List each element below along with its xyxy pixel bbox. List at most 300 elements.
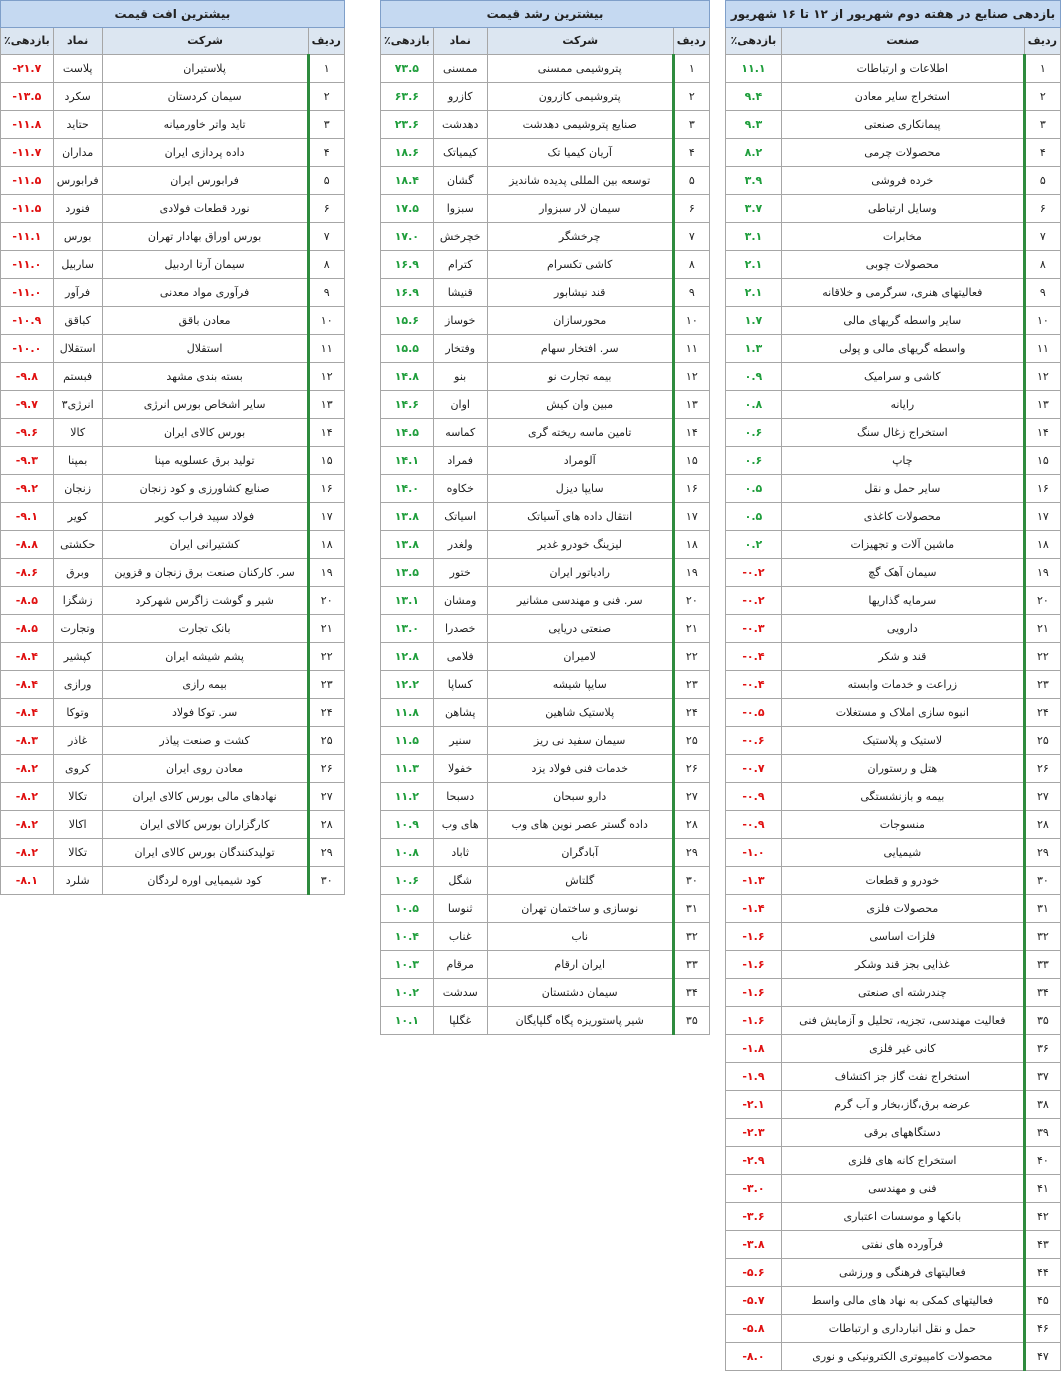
row-rank: ۵ xyxy=(308,167,344,195)
table-row xyxy=(726,587,1061,615)
table-row xyxy=(1,587,345,615)
row-industry: استخراج سایر معادن xyxy=(781,83,1024,111)
table-row xyxy=(1,783,345,811)
row-return: -۰.۴ xyxy=(726,671,782,699)
table-row xyxy=(726,1175,1061,1203)
row-return: -۱.۳ xyxy=(726,867,782,895)
row-industry: دستگاههای برقی xyxy=(781,1119,1024,1147)
row-rank: ۴۰ xyxy=(1024,1147,1060,1175)
table-row xyxy=(381,951,710,979)
row-return: ۱۴.۸ xyxy=(381,363,434,391)
row-rank: ۱۳ xyxy=(308,391,344,419)
row-symbol: تکالا xyxy=(53,783,102,811)
row-rank: ۱۵ xyxy=(308,447,344,475)
row-rank: ۲۳ xyxy=(673,671,709,699)
row-rank: ۲۰ xyxy=(1024,587,1060,615)
table-row xyxy=(726,1203,1061,1231)
table-row xyxy=(1,671,345,699)
col-return: بازدهی٪ xyxy=(1,28,54,55)
row-company: بسته بندی مشهد xyxy=(102,363,308,391)
row-rank: ۴ xyxy=(1024,139,1060,167)
row-symbol: کیمیاتک xyxy=(433,139,487,167)
row-industry: بیمه و بازنشستگی xyxy=(781,783,1024,811)
row-rank: ۸ xyxy=(673,251,709,279)
row-company: ناب xyxy=(487,923,673,951)
row-return: ۲.۱ xyxy=(726,279,782,307)
row-company: بانک تجارت xyxy=(102,615,308,643)
row-symbol: ثاباد xyxy=(433,839,487,867)
row-company: کاشی تکسرام xyxy=(487,251,673,279)
row-return: ۰.۵ xyxy=(726,475,782,503)
row-rank: ۱۴ xyxy=(1024,419,1060,447)
row-rank: ۱ xyxy=(308,55,344,83)
row-rank: ۱۰ xyxy=(308,307,344,335)
row-company: کود شیمیایی اوره لردگان xyxy=(102,867,308,895)
table-row xyxy=(726,1147,1061,1175)
row-symbol: خچرخش xyxy=(433,223,487,251)
row-return: ۲۳.۶ xyxy=(381,111,434,139)
table-row xyxy=(726,1231,1061,1259)
row-return: -۱۱.۵ xyxy=(1,195,54,223)
row-company: رادیاتور ایران xyxy=(487,559,673,587)
row-industry: هتل و رستوران xyxy=(781,755,1024,783)
row-rank: ۱۸ xyxy=(1024,531,1060,559)
row-industry: فلزات اساسی xyxy=(781,923,1024,951)
table-row xyxy=(726,1035,1061,1063)
row-company: صنایع پتروشیمی دهدشت xyxy=(487,111,673,139)
row-return: ۱۱.۱ xyxy=(726,55,782,83)
table-row xyxy=(381,1007,710,1035)
row-industry: رایانه xyxy=(781,391,1024,419)
table-row xyxy=(726,111,1061,139)
row-company: سیمان سفید نی ریز xyxy=(487,727,673,755)
table-row xyxy=(381,727,710,755)
row-symbol: سکرد xyxy=(53,83,102,111)
row-company: معادن روی ایران xyxy=(102,755,308,783)
row-industry: محصولات کاغذی xyxy=(781,503,1024,531)
row-return: ۱۸.۴ xyxy=(381,167,434,195)
row-industry: فرآورده های نفتی xyxy=(781,1231,1024,1259)
table-row xyxy=(1,195,345,223)
row-return: -۸.۲ xyxy=(1,755,54,783)
row-industry: قند و شکر xyxy=(781,643,1024,671)
row-rank: ۲۰ xyxy=(308,587,344,615)
row-symbol: وبرق xyxy=(53,559,102,587)
table-row xyxy=(381,391,710,419)
row-company: سر. افتخار سهام xyxy=(487,335,673,363)
row-return: -۸.۳ xyxy=(1,727,54,755)
table-row xyxy=(726,363,1061,391)
row-company: تولیدکنندگان بورس کالای ایران xyxy=(102,839,308,867)
row-symbol: زشگزا xyxy=(53,587,102,615)
row-rank: ۳ xyxy=(1024,111,1060,139)
row-rank: ۲۶ xyxy=(308,755,344,783)
row-rank: ۳۵ xyxy=(1024,1007,1060,1035)
row-company: کارگزاران بورس کالای ایران xyxy=(102,811,308,839)
table-row xyxy=(381,195,710,223)
table-row xyxy=(381,475,710,503)
row-return: ۱۲.۲ xyxy=(381,671,434,699)
row-return: ۱۰.۶ xyxy=(381,867,434,895)
row-rank: ۲۸ xyxy=(1024,811,1060,839)
row-rank: ۱۲ xyxy=(673,363,709,391)
row-company: نهادهای مالی بورس کالای ایران xyxy=(102,783,308,811)
row-return: ۱۱.۳ xyxy=(381,755,434,783)
row-rank: ۳۰ xyxy=(308,867,344,895)
row-industry: استخراج کانه های فلزی xyxy=(781,1147,1024,1175)
table-row xyxy=(1,867,345,895)
table-row xyxy=(1,251,345,279)
row-return: ۱۶.۹ xyxy=(381,279,434,307)
row-symbol: کترام xyxy=(433,251,487,279)
col-rank: ردیف xyxy=(1024,28,1060,55)
table-row xyxy=(381,335,710,363)
row-industry: استخراج زغال سنگ xyxy=(781,419,1024,447)
row-return: ۰.۸ xyxy=(726,391,782,419)
row-rank: ۴ xyxy=(308,139,344,167)
row-rank: ۳۱ xyxy=(673,895,709,923)
row-return: ۷۳.۵ xyxy=(381,55,434,83)
row-industry: سرمایه گذاریها xyxy=(781,587,1024,615)
row-return: -۱.۸ xyxy=(726,1035,782,1063)
row-return: -۱۱.۰ xyxy=(1,251,54,279)
row-rank: ۳۴ xyxy=(1024,979,1060,1007)
row-symbol: فمراد xyxy=(433,447,487,475)
row-rank: ۶ xyxy=(308,195,344,223)
row-return: ۱۷.۵ xyxy=(381,195,434,223)
table-row xyxy=(381,111,710,139)
table-row xyxy=(726,1287,1061,1315)
row-symbol: استقلال xyxy=(53,335,102,363)
losers-title: بیشترین افت قیمت xyxy=(1,1,345,28)
row-industry: واسطه گریهای مالی و پولی xyxy=(781,335,1024,363)
row-return: -۸.۱ xyxy=(1,867,54,895)
row-company: آبادگران xyxy=(487,839,673,867)
row-return: -۹.۱ xyxy=(1,503,54,531)
table-row xyxy=(381,447,710,475)
row-company: چرخشگر xyxy=(487,223,673,251)
row-symbol: مداران xyxy=(53,139,102,167)
row-symbol: فبستم xyxy=(53,363,102,391)
row-company: استقلال xyxy=(102,335,308,363)
row-rank: ۳۲ xyxy=(1024,923,1060,951)
row-industry: محصولات چرمی xyxy=(781,139,1024,167)
row-company: آلومراد xyxy=(487,447,673,475)
table-row xyxy=(1,615,345,643)
row-return: -۱۱.۰ xyxy=(1,279,54,307)
row-industry: سیمان آهک گچ xyxy=(781,559,1024,587)
row-company: پلاستیک شاهین xyxy=(487,699,673,727)
row-rank: ۲۹ xyxy=(308,839,344,867)
col-industry: صنعت xyxy=(781,28,1024,55)
row-return: ۲.۱ xyxy=(726,251,782,279)
table-row xyxy=(381,755,710,783)
table-row xyxy=(381,55,710,83)
row-company: داده پردازی ایران xyxy=(102,139,308,167)
col-company: شرکت xyxy=(102,28,308,55)
row-return: ۰.۶ xyxy=(726,447,782,475)
row-symbol: تکالا xyxy=(53,839,102,867)
row-company: شیر پاستوریزه پگاه گلپایگان xyxy=(487,1007,673,1035)
row-symbol: حتاید xyxy=(53,111,102,139)
table-row xyxy=(381,839,710,867)
table-row xyxy=(726,867,1061,895)
row-rank: ۹ xyxy=(308,279,344,307)
table-row xyxy=(1,391,345,419)
table-row xyxy=(726,447,1061,475)
row-return: ۱۸.۶ xyxy=(381,139,434,167)
table-row xyxy=(1,55,345,83)
row-company: صنعتی دریایی xyxy=(487,615,673,643)
table-row xyxy=(1,699,345,727)
row-rank: ۱۳ xyxy=(1024,391,1060,419)
row-rank: ۲۸ xyxy=(308,811,344,839)
table-row xyxy=(726,923,1061,951)
row-company: مبین وان کیش xyxy=(487,391,673,419)
row-company: سایپا دیزل xyxy=(487,475,673,503)
row-industry: بانکها و موسسات اعتباری xyxy=(781,1203,1024,1231)
table-row xyxy=(381,363,710,391)
table-row xyxy=(726,223,1061,251)
table-row xyxy=(726,895,1061,923)
row-return: -۹.۳ xyxy=(1,447,54,475)
row-rank: ۱۵ xyxy=(1024,447,1060,475)
table-row xyxy=(726,951,1061,979)
row-company: سر. توکا فولاد xyxy=(102,699,308,727)
row-symbol: کازرو xyxy=(433,83,487,111)
row-symbol: کالا xyxy=(53,419,102,447)
row-return: ۱۴.۱ xyxy=(381,447,434,475)
row-rank: ۸ xyxy=(1024,251,1060,279)
table-row xyxy=(381,559,710,587)
row-rank: ۳ xyxy=(673,111,709,139)
row-return: -۱۰.۹ xyxy=(1,307,54,335)
row-industry: سایر حمل و نقل xyxy=(781,475,1024,503)
table-row xyxy=(381,419,710,447)
row-industry: محصولات چوبی xyxy=(781,251,1024,279)
row-return: -۹.۲ xyxy=(1,475,54,503)
row-symbol: زنجان xyxy=(53,475,102,503)
row-symbol: های وب xyxy=(433,811,487,839)
row-rank: ۱۸ xyxy=(673,531,709,559)
table-row xyxy=(726,783,1061,811)
row-symbol: ساربیل xyxy=(53,251,102,279)
row-symbol: خفولا xyxy=(433,755,487,783)
table-row xyxy=(726,1007,1061,1035)
row-symbol: سدشت xyxy=(433,979,487,1007)
row-symbol: خکاوه xyxy=(433,475,487,503)
row-company: گلتاش xyxy=(487,867,673,895)
row-rank: ۲۷ xyxy=(1024,783,1060,811)
row-return: ۰.۲ xyxy=(726,531,782,559)
row-company: تاید واتر خاورمیانه xyxy=(102,111,308,139)
table-row xyxy=(381,503,710,531)
row-return: -۸.۰ xyxy=(726,1343,782,1371)
row-rank: ۱۹ xyxy=(1024,559,1060,587)
row-rank: ۲۱ xyxy=(1024,615,1060,643)
row-return: -۰.۴ xyxy=(726,643,782,671)
table-row xyxy=(726,1063,1061,1091)
row-return: -۱.۴ xyxy=(726,895,782,923)
row-company: بیمه رازی xyxy=(102,671,308,699)
table-row xyxy=(381,895,710,923)
row-rank: ۲۲ xyxy=(673,643,709,671)
row-symbol: فلامی xyxy=(433,643,487,671)
row-symbol: ومشان xyxy=(433,587,487,615)
table-row xyxy=(726,615,1061,643)
row-rank: ۴۳ xyxy=(1024,1231,1060,1259)
row-return: -۹.۶ xyxy=(1,419,54,447)
row-return: -۱.۶ xyxy=(726,951,782,979)
table-row xyxy=(1,475,345,503)
row-rank: ۲۶ xyxy=(1024,755,1060,783)
row-rank: ۳۹ xyxy=(1024,1119,1060,1147)
row-company: تامین ماسه ریخته گری xyxy=(487,419,673,447)
row-rank: ۶ xyxy=(1024,195,1060,223)
row-rank: ۲۳ xyxy=(1024,671,1060,699)
row-rank: ۴۲ xyxy=(1024,1203,1060,1231)
table-row xyxy=(726,335,1061,363)
row-return: -۵.۸ xyxy=(726,1315,782,1343)
row-company: سر. فنی و مهندسی مشانیر xyxy=(487,587,673,615)
industries-body xyxy=(726,55,1061,1371)
row-symbol: فنورد xyxy=(53,195,102,223)
row-rank: ۱۲ xyxy=(1024,363,1060,391)
table-row xyxy=(1,503,345,531)
row-rank: ۱ xyxy=(1024,55,1060,83)
row-return: ۱۰.۴ xyxy=(381,923,434,951)
row-industry: محصولات فلزی xyxy=(781,895,1024,923)
row-return: -۸.۴ xyxy=(1,699,54,727)
gainers-table xyxy=(380,0,710,1035)
table-row xyxy=(726,1343,1061,1371)
table-row xyxy=(381,223,710,251)
row-return: ۱۴.۵ xyxy=(381,419,434,447)
row-return: -۲.۳ xyxy=(726,1119,782,1147)
row-rank: ۲۴ xyxy=(673,699,709,727)
row-return: ۶۳.۶ xyxy=(381,83,434,111)
table-row xyxy=(726,55,1061,83)
row-return: -۹.۸ xyxy=(1,363,54,391)
row-industry: کاشی و سرامیک xyxy=(781,363,1024,391)
table-row xyxy=(726,811,1061,839)
row-industry: لاستیک و پلاستیک xyxy=(781,727,1024,755)
row-return: -۹.۷ xyxy=(1,391,54,419)
row-company: سایر اشخاص بورس انرژی xyxy=(102,391,308,419)
row-return: ۰.۵ xyxy=(726,503,782,531)
table-row xyxy=(381,783,710,811)
row-company: داده گستر عصر نوین های وب xyxy=(487,811,673,839)
row-return: -۸.۶ xyxy=(1,559,54,587)
row-company: سیمان لار سبزوار xyxy=(487,195,673,223)
row-rank: ۲۱ xyxy=(308,615,344,643)
row-rank: ۱۲ xyxy=(308,363,344,391)
row-industry: فعالیت مهندسی، تجزیه، تحلیل و آزمایش فنی xyxy=(781,1007,1024,1035)
table-row xyxy=(1,307,345,335)
row-return: -۳.۰ xyxy=(726,1175,782,1203)
table-row xyxy=(726,475,1061,503)
row-return: ۱۴.۰ xyxy=(381,475,434,503)
table-row xyxy=(726,531,1061,559)
row-symbol: کباقق xyxy=(53,307,102,335)
row-rank: ۱۷ xyxy=(308,503,344,531)
table-row xyxy=(1,167,345,195)
row-symbol: وفتخار xyxy=(433,335,487,363)
row-rank: ۱ xyxy=(673,55,709,83)
row-return: ۱.۳ xyxy=(726,335,782,363)
table-row xyxy=(381,643,710,671)
row-industry: وسایل ارتباطی xyxy=(781,195,1024,223)
row-company: ایران ارقام xyxy=(487,951,673,979)
row-symbol: کروی xyxy=(53,755,102,783)
col-return: بازدهی٪ xyxy=(726,28,782,55)
row-return: -۲۱.۷ xyxy=(1,55,54,83)
row-symbol: وتجارت xyxy=(53,615,102,643)
row-return: ۱۰.۸ xyxy=(381,839,434,867)
row-return: -۱۱.۸ xyxy=(1,111,54,139)
row-company: محورسازان xyxy=(487,307,673,335)
table-row xyxy=(726,391,1061,419)
industries-table xyxy=(725,0,1061,1371)
row-symbol: کویر xyxy=(53,503,102,531)
row-return: ۱۱.۲ xyxy=(381,783,434,811)
row-symbol: خصدرا xyxy=(433,615,487,643)
row-rank: ۱۵ xyxy=(673,447,709,475)
row-symbol: ولغدر xyxy=(433,531,487,559)
table-row xyxy=(381,699,710,727)
row-return: ۳.۱ xyxy=(726,223,782,251)
row-rank: ۱۹ xyxy=(308,559,344,587)
row-industry: استخراج نفت گاز جز اکتشاف xyxy=(781,1063,1024,1091)
row-symbol: حکشتی xyxy=(53,531,102,559)
row-industry: انبوه سازی املاک و مستغلات xyxy=(781,699,1024,727)
row-company: فولاد سپید فراب کویر xyxy=(102,503,308,531)
row-return: -۱۱.۷ xyxy=(1,139,54,167)
row-return: ۱۳.۵ xyxy=(381,559,434,587)
row-company: صنایع کشاورزی و کود زنجان xyxy=(102,475,308,503)
row-return: -۰.۲ xyxy=(726,587,782,615)
row-industry: زراعت و خدمات وابسته xyxy=(781,671,1024,699)
row-symbol: اسیاتک xyxy=(433,503,487,531)
row-symbol: غگلپا xyxy=(433,1007,487,1035)
row-company: نورد قطعات فولادی xyxy=(102,195,308,223)
table-row xyxy=(726,979,1061,1007)
table-row xyxy=(1,139,345,167)
table-row xyxy=(726,643,1061,671)
row-symbol: دهدشت xyxy=(433,111,487,139)
row-return: ۱۱.۵ xyxy=(381,727,434,755)
row-symbol: خوساز xyxy=(433,307,487,335)
row-industry: چندرشته ای صنعتی xyxy=(781,979,1024,1007)
table-row xyxy=(726,755,1061,783)
row-symbol: انرژی۳ xyxy=(53,391,102,419)
row-company: آریان کیمیا تک xyxy=(487,139,673,167)
row-symbol: فرابورس xyxy=(53,167,102,195)
row-return: -۲.۱ xyxy=(726,1091,782,1119)
row-rank: ۱۴ xyxy=(308,419,344,447)
row-rank: ۱۶ xyxy=(1024,475,1060,503)
row-company: بورس کالای ایران xyxy=(102,419,308,447)
row-return: -۱.۹ xyxy=(726,1063,782,1091)
row-return: -۱.۶ xyxy=(726,1007,782,1035)
row-symbol: کماسه xyxy=(433,419,487,447)
row-return: -۸.۴ xyxy=(1,671,54,699)
row-rank: ۳۴ xyxy=(673,979,709,1007)
row-rank: ۳۷ xyxy=(1024,1063,1060,1091)
row-company: فرآوری مواد معدنی xyxy=(102,279,308,307)
row-company: سر. کارکنان صنعت برق زنجان و قزوین xyxy=(102,559,308,587)
row-industry: دارویی xyxy=(781,615,1024,643)
